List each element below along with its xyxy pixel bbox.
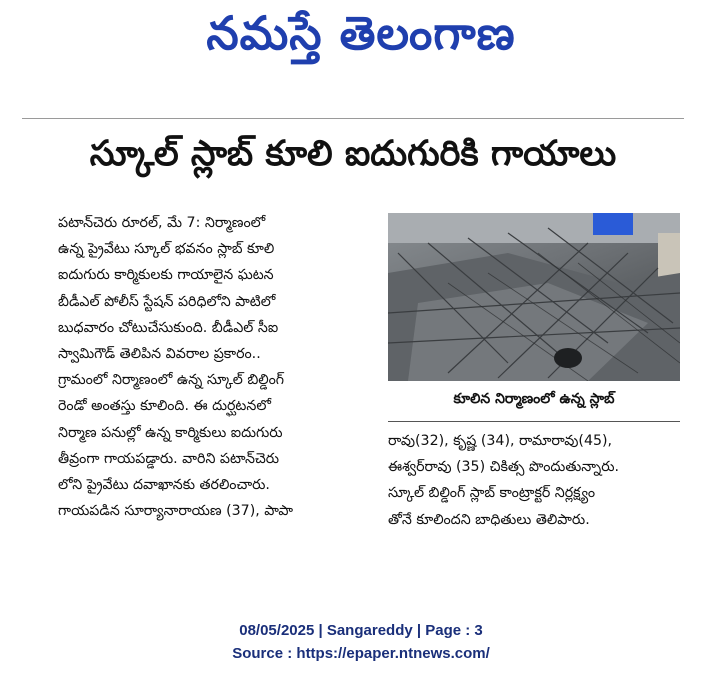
- article-headline: స్కూల్ స్లాబ్ కూలి ఐదుగురికి గాయాలు: [89, 134, 617, 174]
- photo-caption-box: [388, 381, 680, 422]
- body-line: స్కూల్ బిల్డింగ్ స్లాబ్ కాంట్రాక్టర్ నిర్లక్ష్యం: [388, 485, 596, 502]
- body-line: పటాన్‌చెరు రూరల్, మే 7: నిర్మాణంలో: [58, 215, 266, 231]
- footer-source: Source : https://epaper.ntnews.com/: [232, 645, 490, 662]
- body-line: గాయపడిన సూర్యానారాయణ (37), పాపా: [58, 503, 294, 520]
- body-line: ఈశ్వర్‌రావు (35) చికిత్స పొందుతున్నారు.: [388, 459, 620, 476]
- masthead-title: నమస్తే తెలంగాణ: [206, 6, 516, 60]
- body-line: బీడీఎల్ పోలీస్ స్టేషన్ పరిధిలోని పాటిలో: [58, 293, 276, 310]
- body-line: గ్రామంలో నిర్మాణంలో ఉన్న స్కూల్ బిల్డింగ్: [58, 372, 285, 389]
- article-body-right: [388, 428, 688, 533]
- rubble-illustration: [388, 213, 680, 381]
- body-line: లోని ప్రైవేటు దవాఖానకు తరలించారు.: [58, 477, 270, 494]
- body-line: తీవ్రంగా గాయపడ్డారు. వారిని పటాన్‌చెరు: [58, 450, 280, 467]
- body-line: తోనే కూలిందని బాధితులు తెలిపారు.: [388, 511, 590, 528]
- body-line: ఐదుగురు కార్మికులకు గాయాలైన ఘటన: [58, 267, 274, 284]
- photo-caption: కూలిన నిర్మాణంలో ఉన్న స్లాబ్: [453, 391, 615, 407]
- body-line: రావు(32), కృష్ణ (34), రామారావు(45),: [388, 433, 613, 449]
- body-line: రెండో అంతస్తు కూలింది. ఈ దుర్ఘటనలో: [58, 398, 271, 415]
- body-line: స్వామిగౌడ్ తెలిపిన వివరాల ప్రకారం..: [58, 346, 261, 363]
- body-line: ఉన్న ప్రైవేటు స్కూల్ భవనం స్లాబ్ కూలి: [58, 241, 275, 258]
- body-line: నిర్మాణ పనుల్లో ఉన్న కార్మికులు ఐదుగురు: [58, 424, 283, 441]
- body-line: బుధవారం చోటుచేసుకుంది. బీడీఎల్ సీఐ: [58, 319, 279, 336]
- collapsed-slab-photo: [388, 213, 680, 381]
- masthead-divider: [22, 118, 684, 119]
- footer-date-page: 08/05/2025 | Sangareddy | Page : 3: [239, 622, 483, 639]
- article-body-left: [58, 210, 376, 524]
